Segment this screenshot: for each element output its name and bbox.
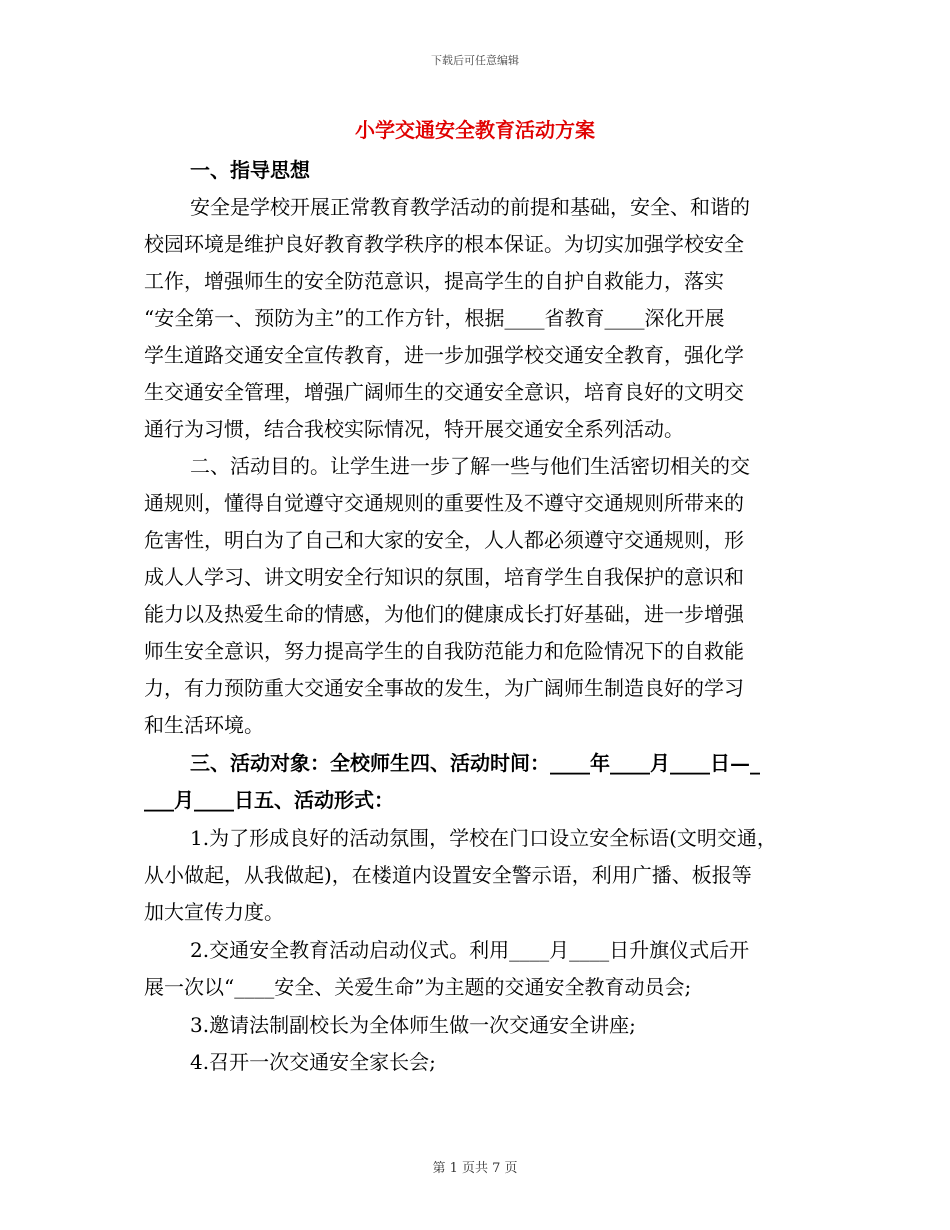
paragraph-line: 通规则，懂得自觉遵守交通规则的重要性及不遵守交通规则所带来的: [144, 491, 744, 515]
list-item-2: 2.交通安全教育活动启动仪式。利用____月____日升旗仪式后开: [190, 938, 750, 962]
paragraph-line: “安全第一、预防为主”的工作方针，根据____省教育____深化开展: [144, 306, 725, 330]
paragraph-line: 学生道路交通安全宣传教育，进一步加强学校交通安全教育，强化学: [144, 343, 744, 367]
paragraph-line: 工作，增强师生的安全防范意识，提高学生的自护自救能力，落实: [144, 269, 724, 293]
paragraph-line: 校园环境是维护良好教育教学秩序的根本保证。为切实加强学校安全: [144, 232, 744, 256]
paragraph-line: 加大宣传力度。: [144, 900, 284, 924]
section-heading-guiding-thought: 一、指导思想: [190, 158, 310, 182]
section-heading-activity: 三、活动对象：全校师生四、活动时间：____年____月____日—_: [190, 751, 760, 775]
paragraph-line: 通行为习惯，结合我校实际情况，特开展交通安全系列活动。: [144, 417, 684, 441]
paragraph-line: 从小做起，从我做起)，在楼道内设置安全警示语，利用广播、板报等: [144, 863, 752, 887]
document-title: 小学交通安全教育活动方案: [355, 118, 595, 142]
list-item-1: 1.为了形成良好的活动氛围，学校在门口设立安全标语(文明交通，: [190, 826, 777, 850]
paragraph-line: 二、活动目的。让学生进一步了解一些与他们生活密切相关的交: [190, 454, 750, 478]
header-note: 下载后可任意编辑: [431, 54, 519, 67]
paragraph-line: 生交通安全管理，增强广阔师生的交通安全意识，培育良好的文明交: [144, 380, 744, 404]
paragraph-line: 成人人学习、讲文明安全行知识的氛围，培育学生自我保护的意识和: [144, 565, 744, 589]
paragraph-line: 展一次以“____安全、关爱生命”为主题的交通安全教育动员会;: [144, 975, 692, 999]
paragraph-line: 师生安全意识，努力提高学生的自我防范能力和危险情况下的自救能: [144, 639, 744, 663]
paragraph-line: 和生活环境。: [144, 713, 264, 737]
list-item-4: 4.召开一次交通安全家长会;: [190, 1050, 436, 1074]
page-footer: 第 1 页共 7 页: [432, 1161, 518, 1176]
paragraph-line: 能力以及热爱生命的情感，为他们的健康成长打好基础，进一步增强: [144, 602, 744, 626]
paragraph-line: 危害性，明白为了自己和大家的安全，人人都必须遵守交通规则，形: [144, 528, 744, 552]
list-item-3: 3.邀请法制副校长为全体师生做一次交通安全讲座;: [190, 1013, 636, 1037]
paragraph-line: 力，有力预防重大交通安全事故的发生，为广阔师生制造良好的学习: [144, 676, 744, 700]
section-heading-activity: ___月____日五、活动形式：: [144, 788, 394, 812]
paragraph-line: 安全是学校开展正常教育教学活动的前提和基础，安全、和谐的: [190, 195, 750, 219]
